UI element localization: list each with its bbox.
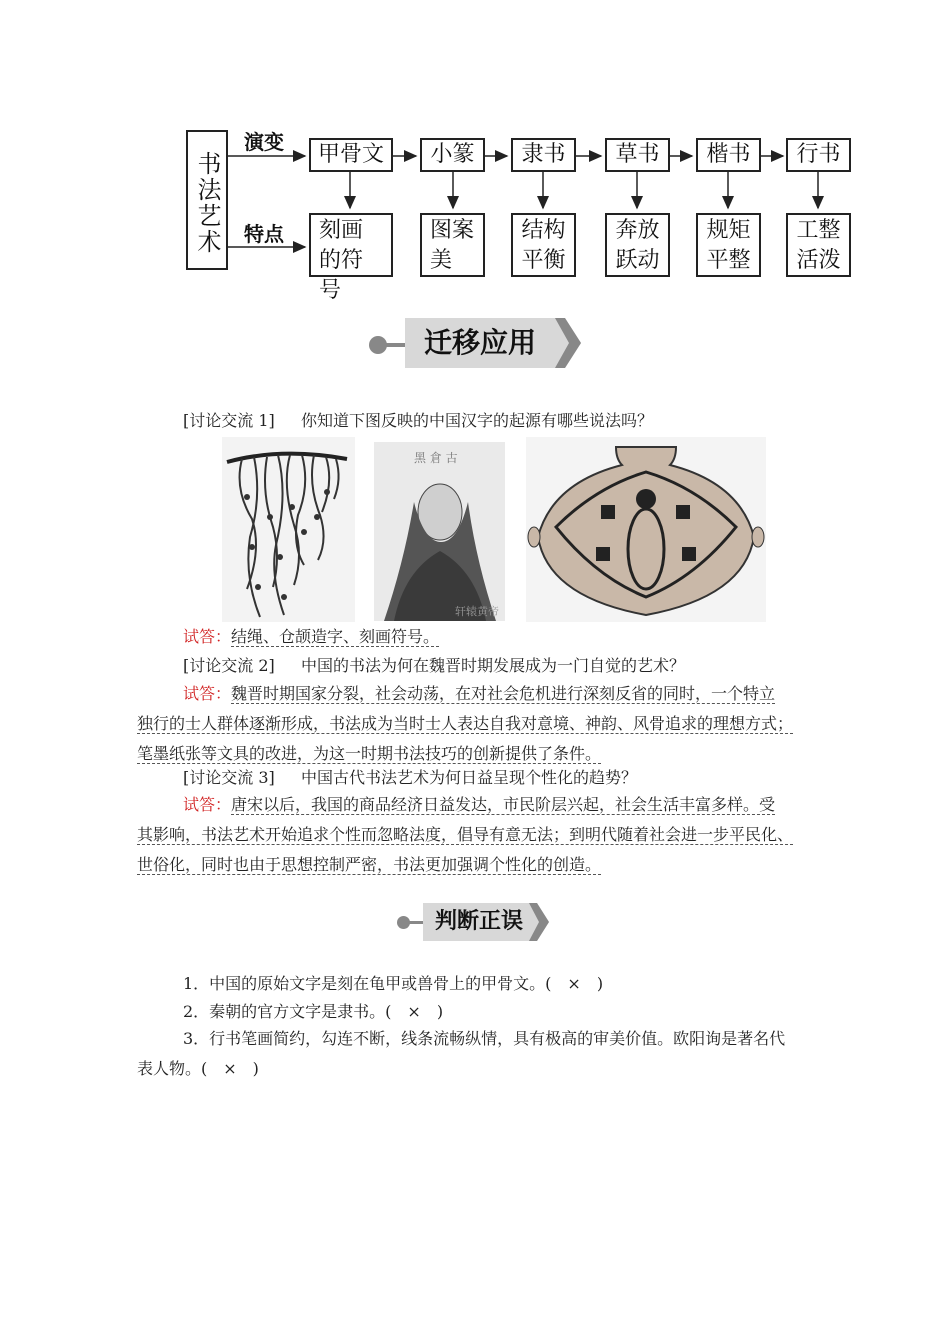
stage-box: 隶书 <box>511 138 576 172</box>
discussion-tag: [讨论交流 1] <box>183 411 275 430</box>
feature-label: 特点 <box>244 222 284 246</box>
discussion-tag: [讨论交流 3] <box>183 768 275 787</box>
stage-box: 草书 <box>605 138 670 172</box>
discussion-3-question <box>183 763 843 793</box>
section-banner-apply <box>365 318 585 368</box>
answer-line: 独行的士人群体逐渐形成，书法成为当时士人表达自我对意境、神韵、风骨追求的理想方式； <box>137 714 794 733</box>
discussion-tag: [讨论交流 2] <box>183 656 275 675</box>
judgement-line: 3．行书笔画简约，勾连不断，线条流畅纵情，具有极高的审美价值。欧阳询是著名代 <box>183 1029 786 1048</box>
stage-box: 小篆 <box>420 138 485 172</box>
answer-line: 世俗化，同时也由于思想控制严密，书法更加强调个性化的创造。 <box>137 855 602 874</box>
answer-label: 试答： <box>183 795 232 814</box>
answer-text: 结绳、仓颉造字、刻画符号。 <box>231 627 440 646</box>
discussion-question: 你知道下图反映的中国汉字的起源有哪些说法吗？ <box>300 411 653 430</box>
feature-box: 刻画的符号 <box>309 213 393 277</box>
diagram-root-box: 书法艺术 <box>186 130 228 270</box>
discussion-1-answer <box>183 622 843 652</box>
feature-box: 结构平衡 <box>511 213 576 277</box>
evolve-label: 演变 <box>244 130 284 154</box>
knotted-rope-drawing <box>222 437 355 622</box>
discussion-question: 中国古代书法艺术为何日益呈现个性化的趋势？ <box>300 768 637 787</box>
answer-line: 笔墨纸张等文具的改进，为这一时期书法技巧的创新提供了条件。 <box>137 744 602 763</box>
portrait-signature: 轩辕黄帝 <box>455 605 499 618</box>
section-banner-judge <box>395 903 555 941</box>
feature-box: 奔放跃动 <box>605 213 670 277</box>
answer-line: 其影响，书法艺术开始追求个性而忽略法度，倡导有意无法；到明代随着社会进一步平民化、 <box>137 825 794 844</box>
feature-box: 规矩平整 <box>696 213 761 277</box>
knotted-rope-image <box>222 437 355 622</box>
answer-label: 试答： <box>183 627 232 646</box>
feature-box: 图案美 <box>420 213 485 277</box>
discussion-1-question <box>183 406 843 436</box>
cangjie-portrait-drawing <box>374 442 505 621</box>
judgement-line: 表人物。( × ) <box>137 1059 259 1078</box>
answer-line: 魏晋时期国家分裂，社会动荡，在对社会危机进行深刻反省的同时，一个特立 <box>231 684 776 703</box>
discussion-2-question <box>183 651 843 681</box>
discussion-2-answer <box>137 679 837 769</box>
cangjie-portrait-image <box>374 442 505 621</box>
judgement-item: 1．中国的原始文字是刻在龟甲或兽骨上的甲骨文。( × ) <box>183 974 604 993</box>
stage-box: 行书 <box>786 138 851 172</box>
discussion-question: 中国的书法为何在魏晋时期发展成为一门自觉的艺术？ <box>300 656 685 675</box>
stage-box: 楷书 <box>696 138 761 172</box>
answer-label: 试答： <box>183 684 232 703</box>
feature-box: 工整活泼 <box>786 213 851 277</box>
section-title: 迁移应用 <box>423 326 536 359</box>
judgement-item: 2．秦朝的官方文字是隶书。( × ) <box>183 1002 444 1021</box>
painted-pottery-image <box>526 437 766 622</box>
discussion-3-answer <box>137 790 837 880</box>
painted-pottery-drawing <box>526 437 766 622</box>
judgement-item <box>137 1024 837 1084</box>
stage-box: 甲骨文 <box>309 138 393 172</box>
section-title: 判断正误 <box>434 909 523 934</box>
svg-text:黑 倉 古: 黑 倉 古 <box>414 451 458 465</box>
answer-line: 唐宋以后，我国的商品经济日益发达，市民阶层兴起，社会生活丰富多样。受 <box>231 795 776 814</box>
